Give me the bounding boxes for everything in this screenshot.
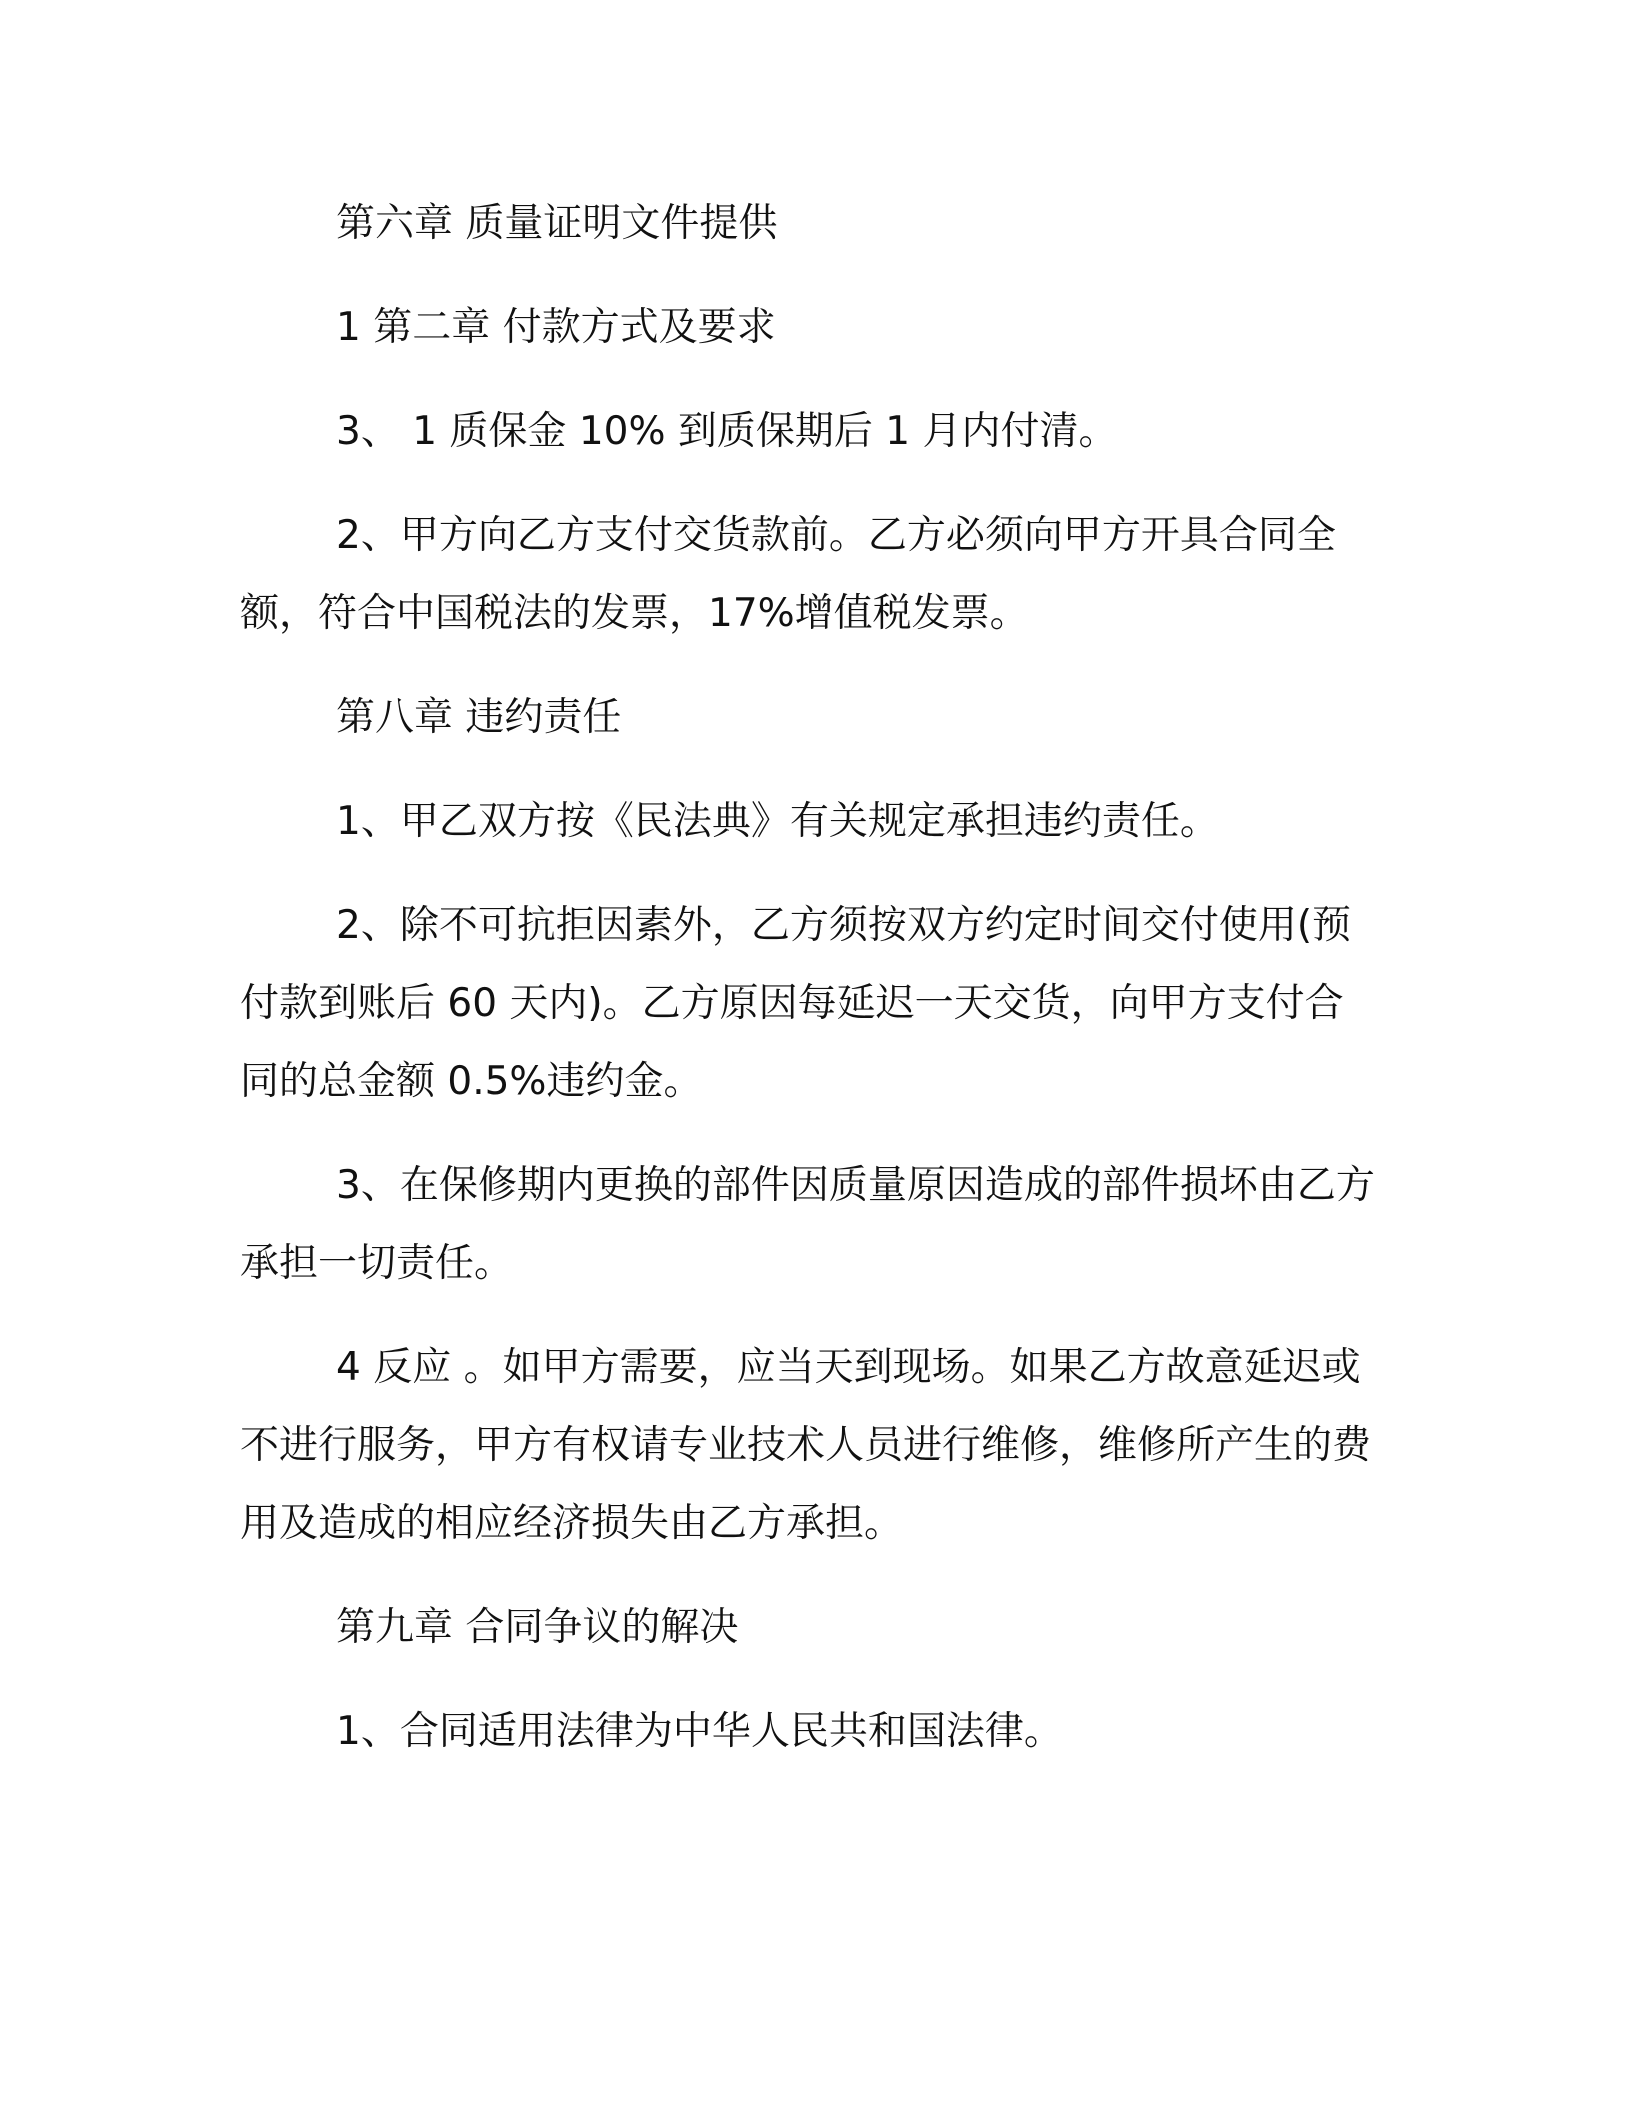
clause-paragraph: 1、合同适用法律为中华人民共和国法律。 (336, 1709, 1063, 1754)
clause-paragraph: 3、在保修期内更换的部件因质量原因造成的部件损坏由乙方承担一切责任。 (240, 1163, 1375, 1286)
clause-paragraph: 3、 1 质保金 10% 到质保期后 1 月内付清。 (336, 409, 1118, 454)
chapter-heading: 第九章 合同争议的解决 (336, 1605, 739, 1650)
clause-paragraph: 2、除不可抗拒因素外，乙方须按双方约定时间交付使用(预付款到账后 60 天内)。乙方原因每延迟一天交货，向甲方支付合同的总金额 0.5%违约金。 (240, 903, 1352, 1104)
document-body (240, 185, 1380, 1797)
clause-paragraph: 4 反应 。如甲方需要，应当天到现场。如果乙方故意延迟或不进行服务，甲方有权请专业技术人员进行维修，维修所产生的费用及造成的相应经济损失由乙方承担。 (240, 1345, 1372, 1546)
chapter-heading: 第八章 违约责任 (336, 695, 622, 740)
clause-paragraph: 1、甲乙双方按《民法典》有关规定承担违约责任。 (336, 799, 1219, 844)
chapter-heading: 1 第二章 付款方式及要求 (336, 305, 776, 350)
clause-paragraph: 2、甲方向乙方支付交货款前。乙方必须向甲方开具合同全额，符合中国税法的发票，17%增值税发票。 (240, 513, 1336, 636)
chapter-heading: 第六章 质量证明文件提供 (336, 201, 778, 246)
